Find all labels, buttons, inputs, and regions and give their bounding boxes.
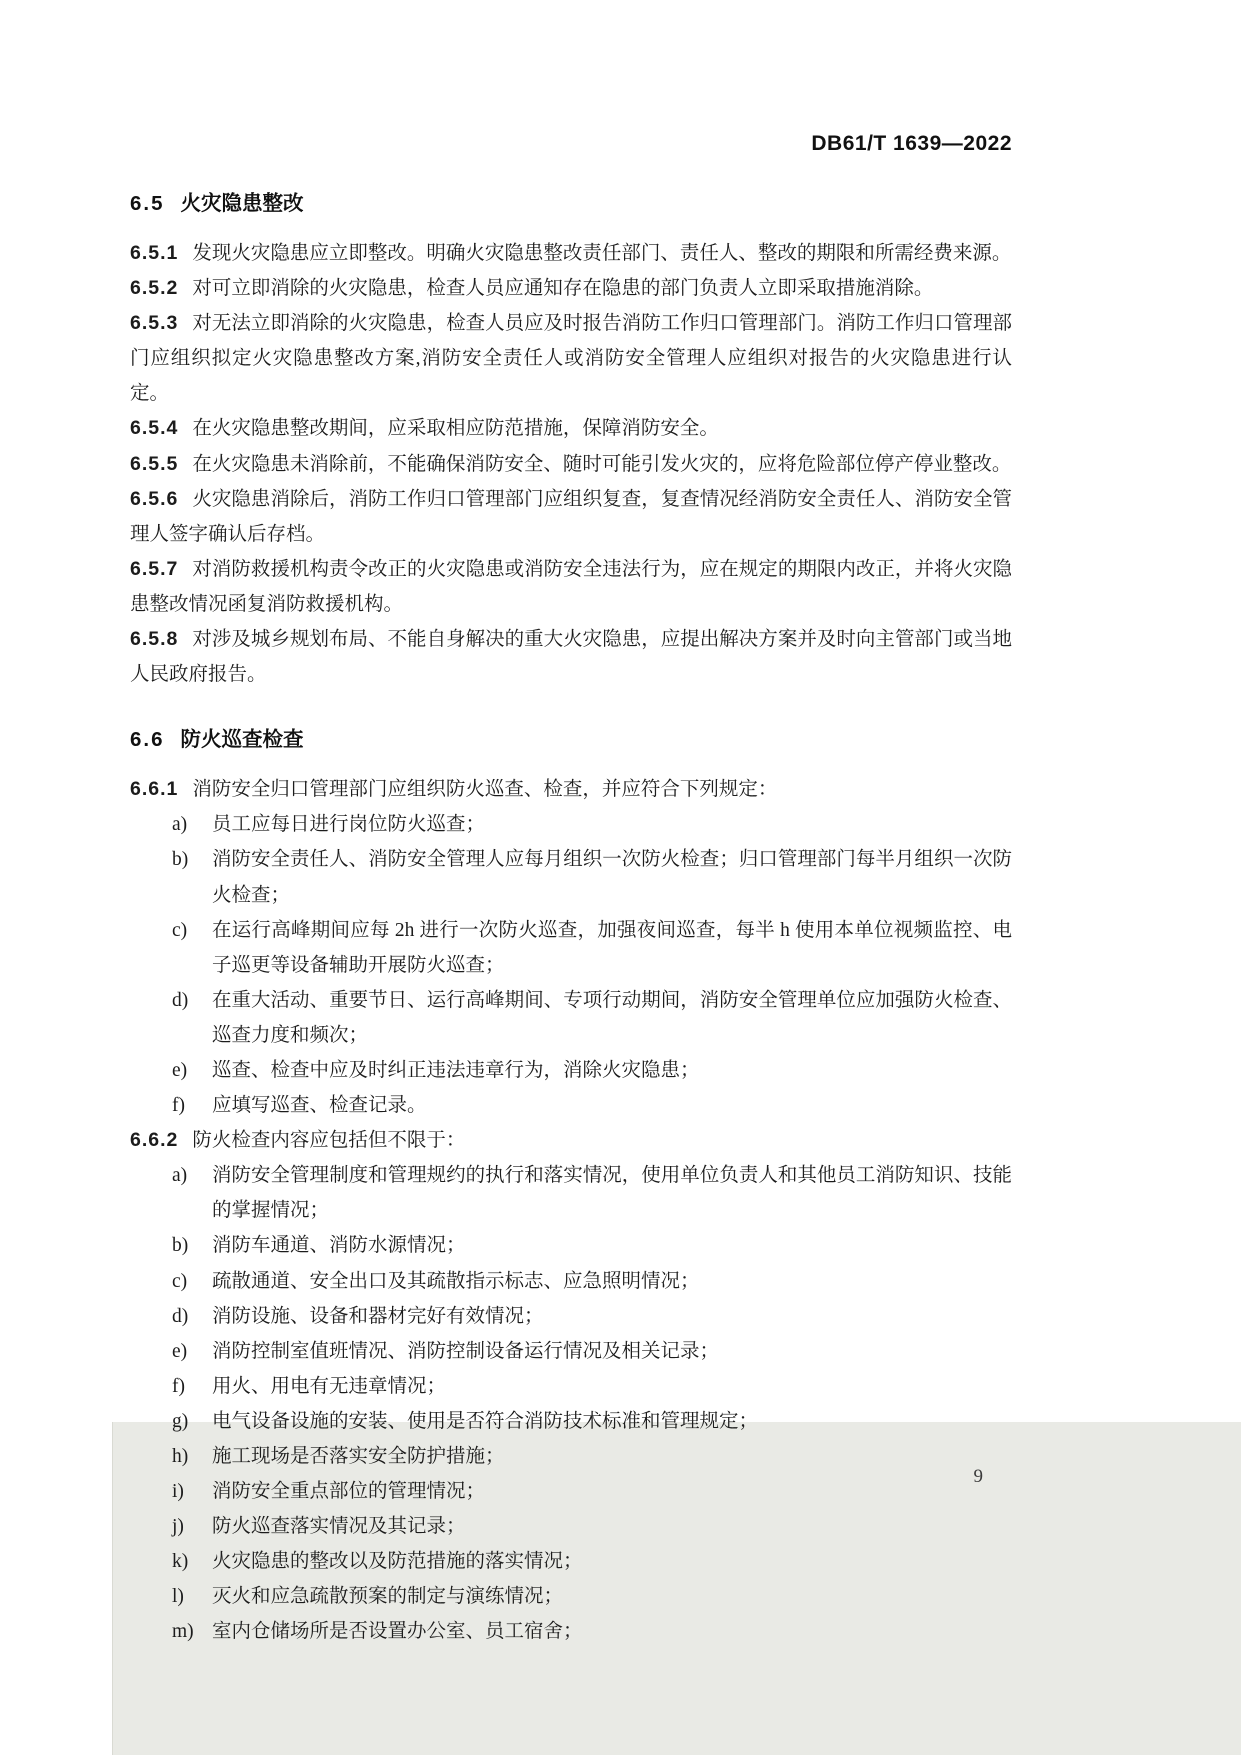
- list-item: [172, 983, 1012, 1053]
- document-page: [130, 132, 1012, 1650]
- list-item: [172, 1439, 1012, 1474]
- item-text: 在重大活动、重要节日、运行高峰期间、专项行动期间，消防安全管理单位应加强防火检查、巡查力度和频次；: [212, 989, 1012, 1046]
- clause-6-5-5: [130, 447, 1012, 482]
- item-label: m): [172, 1621, 194, 1643]
- clause-text: 消防安全归口管理部门应组织防火巡查、检查，并应符合下列规定：: [192, 779, 778, 801]
- item-label: k): [172, 1551, 189, 1573]
- item-text: 电气设备设施的安装、使用是否符合消防技术标准和管理规定；: [212, 1410, 759, 1432]
- list-item: [172, 1053, 1012, 1088]
- clause-number: 6.5.2: [130, 277, 179, 300]
- clause-number: 6.6.2: [130, 1129, 179, 1152]
- item-label: d): [172, 989, 189, 1011]
- item-text: 疏散通道、安全出口及其疏散指示标志、应急照明情况；: [212, 1270, 700, 1292]
- item-text: 防火巡查落实情况及其记录；: [212, 1516, 466, 1538]
- item-label: c): [172, 1270, 188, 1292]
- clause-6-5-8: [130, 622, 1012, 692]
- item-text: 消防安全管理制度和管理规约的执行和落实情况，使用单位负责人和其他员工消防知识、技能的掌握情况；: [212, 1165, 1012, 1222]
- section-number: 6.6: [130, 728, 165, 752]
- item-label: b): [172, 849, 189, 871]
- clause-number: 6.5.1: [130, 242, 179, 264]
- item-text: 用火、用电有无违章情况；: [212, 1375, 447, 1397]
- item-label: d): [172, 1305, 189, 1327]
- item-text: 在运行高峰期间应每 2h 进行一次防火巡查，加强夜间巡查，每半 h 使用本单位视频监控、电子巡更等设备辅助开展防火巡查；: [212, 919, 1012, 976]
- clause-6-5-6: [130, 482, 1012, 552]
- section-title: 防火巡查检查: [180, 728, 304, 752]
- item-text: 消防车通道、消防水源情况；: [212, 1235, 466, 1257]
- section-number: 6.5: [130, 192, 165, 215]
- clause-6-5-7: [130, 552, 1012, 622]
- item-label: e): [172, 1340, 188, 1362]
- clause-text: 火灾隐患消除后，消防工作归口管理部门应组织复查，复查情况经消防安全责任人、消防安全管理人签字确认后存档。: [130, 488, 1012, 545]
- list-item: [172, 842, 1012, 912]
- clause-text: 对消防救援机构责令改正的火灾隐患或消防安全违法行为，应在规定的期限内改正，并将火灾隐患整改情况函复消防救援机构。: [130, 558, 1012, 615]
- item-text: 应填写巡查、检查记录。: [212, 1095, 427, 1117]
- item-label: c): [172, 919, 188, 941]
- clause-6-5-3: [130, 306, 1012, 411]
- clause-number: 6.5.8: [130, 628, 179, 651]
- item-text: 消防控制室值班情况、消防控制设备运行情况及相关记录；: [212, 1340, 720, 1362]
- list-item: [172, 1579, 1012, 1614]
- item-label: b): [172, 1235, 189, 1257]
- list-item: [172, 1544, 1012, 1579]
- clause-6-5-1: [130, 236, 1012, 271]
- item-label: f): [172, 1095, 185, 1117]
- clause-text: 对涉及城乡规划布局、不能自身解决的重大火灾隐患，应提出解决方案并及时向主管部门或当地人民政府报告。: [130, 629, 1012, 686]
- clause-6-6-2: [130, 1123, 1012, 1158]
- item-label: f): [172, 1375, 185, 1397]
- list-item: [172, 1088, 1012, 1123]
- list-item: [172, 1474, 1012, 1509]
- item-text: 室内仓储场所是否设置办公室、员工宿舍；: [212, 1621, 583, 1643]
- list-item: [172, 1264, 1012, 1299]
- list-item: [172, 1158, 1012, 1228]
- item-label: l): [172, 1586, 184, 1608]
- list-item: [172, 807, 1012, 842]
- clause-number: 6.5.5: [130, 452, 179, 475]
- clause-6-6-2-items: [172, 1158, 1012, 1649]
- clause-6-5-2: [130, 271, 1012, 306]
- clause-text: 对可立即消除的火灾隐患，检查人员应通知存在隐患的部门负责人立即采取措施消除。: [192, 278, 934, 300]
- list-item: [172, 1614, 1012, 1649]
- list-item: [172, 1334, 1012, 1369]
- clause-text: 发现火灾隐患应立即整改。明确火灾隐患整改责任部门、责任人、整改的期限和所需经费来源。: [192, 243, 1012, 264]
- clause-text: 对无法立即消除的火灾隐患，检查人员应及时报告消防工作归口管理部门。消防工作归口管理部门应组织拟定火灾隐患整改方案,消防安全责任人或消防安全管理人应组织对报告的火灾隐患进行认定。: [130, 313, 1012, 405]
- item-label: a): [172, 814, 188, 836]
- clause-text: 在火灾隐患未消除前，不能确保消防安全、随时可能引发火灾的，应将危险部位停产停业整改。: [192, 453, 1012, 475]
- item-text: 巡查、检查中应及时纠正违法违章行为，消除火灾隐患；: [212, 1059, 700, 1081]
- item-label: j): [172, 1516, 184, 1538]
- section-heading-6-5: [130, 186, 1012, 216]
- list-item: [172, 1299, 1012, 1334]
- item-text: 消防安全重点部位的管理情况；: [212, 1481, 486, 1503]
- item-text: 员工应每日进行岗位防火巡查；: [212, 814, 486, 836]
- item-text: 消防安全责任人、消防安全管理人应每月组织一次防火检查；归口管理部门每半月组织一次防火检查；: [212, 849, 1012, 906]
- item-label: h): [172, 1446, 189, 1467]
- list-item: [172, 1404, 1012, 1439]
- clause-6-6-1: [130, 772, 1012, 807]
- item-text: 消防设施、设备和器材完好有效情况；: [212, 1305, 544, 1327]
- list-item: [172, 1228, 1012, 1263]
- clause-text: 防火检查内容应包括但不限于：: [192, 1130, 466, 1152]
- list-item: [172, 1369, 1012, 1404]
- clause-6-5-4: [130, 411, 1012, 446]
- clause-6-6-1-items: [172, 807, 1012, 1123]
- clause-number: 6.5.6: [130, 487, 179, 510]
- page-number: 9: [973, 1466, 983, 1487]
- clause-number: 6.5.4: [130, 417, 179, 440]
- item-text: 施工现场是否落实安全防护措施；: [212, 1446, 505, 1467]
- item-label: i): [172, 1481, 184, 1503]
- clause-number: 6.5.3: [130, 312, 179, 335]
- item-label: g): [172, 1410, 189, 1432]
- doc-standard-number: DB61/T 1639—2022: [811, 132, 1012, 155]
- item-text: 灭火和应急疏散预案的制定与演练情况；: [212, 1586, 564, 1608]
- section-heading-6-6: [130, 722, 1012, 752]
- clause-number: 6.5.7: [130, 557, 179, 580]
- item-label: e): [172, 1059, 188, 1081]
- clause-number: 6.6.1: [130, 778, 179, 801]
- list-item: [172, 913, 1012, 983]
- item-text: 火灾隐患的整改以及防范措施的落实情况；: [212, 1551, 583, 1573]
- clause-text: 在火灾隐患整改期间，应采取相应防范措施，保障消防安全。: [192, 418, 719, 440]
- list-item: [172, 1509, 1012, 1544]
- section-title: 火灾隐患整改: [180, 192, 304, 215]
- item-label: a): [172, 1165, 188, 1187]
